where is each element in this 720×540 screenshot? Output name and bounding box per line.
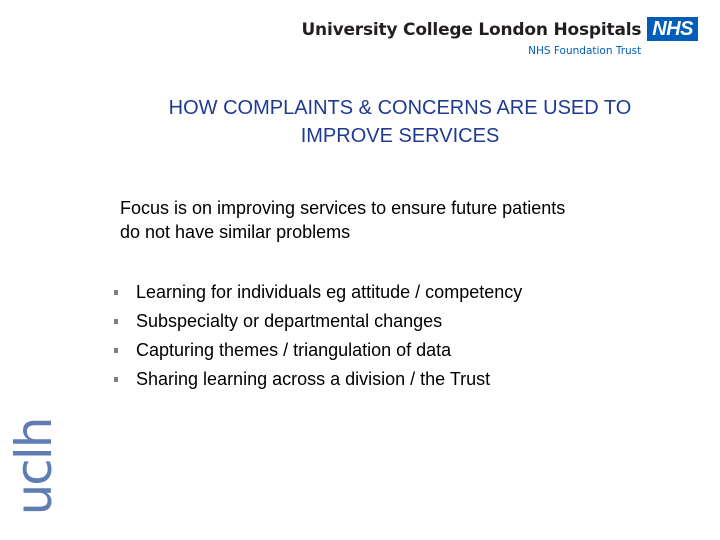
org-text-block <box>301 14 641 57</box>
bullet-item <box>114 278 522 307</box>
intro-line: do not have similar problems <box>120 222 351 242</box>
bullet-marker-icon <box>114 377 118 382</box>
bullet-marker-icon <box>114 319 118 324</box>
bullet-item <box>114 307 522 336</box>
org-name: University College London Hospitals <box>301 20 642 40</box>
bullet-text: Capturing themes / triangulation of data <box>136 340 452 360</box>
uclh-logo <box>5 412 63 522</box>
bullet-marker-icon <box>114 348 118 353</box>
bullet-list <box>114 278 522 394</box>
bullet-item <box>114 365 522 394</box>
bullet-item <box>114 336 522 365</box>
intro-text <box>120 196 640 244</box>
header-logo <box>301 14 698 57</box>
slide-title <box>100 94 700 150</box>
title-line: HOW COMPLAINTS & CONCERNS ARE USED TO <box>168 97 632 119</box>
bullet-marker-icon <box>114 290 118 295</box>
nhs-logo: NHS <box>647 17 698 41</box>
title-line: IMPROVE SERVICES <box>300 125 500 147</box>
bullet-text: Sharing learning across a division / the Trust <box>136 369 491 389</box>
uclh-logo-text: uclh <box>5 418 63 516</box>
bullet-text: Learning for individuals eg attitude / competency <box>136 282 523 302</box>
intro-line: Focus is on improving services to ensure future patients <box>120 198 566 218</box>
bullet-text: Subspecialty or departmental changes <box>136 311 443 331</box>
org-subtitle: NHS Foundation Trust <box>528 45 642 57</box>
